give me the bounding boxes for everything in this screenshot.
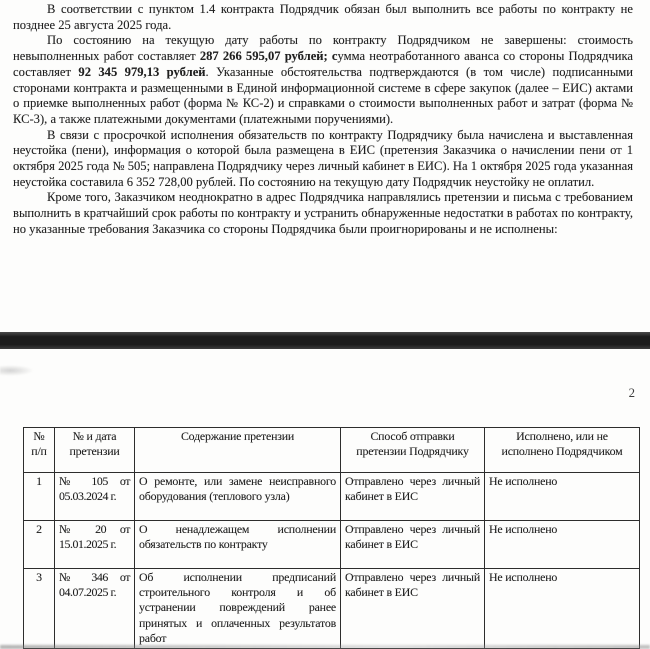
column-header: Исполнено, или не исполнено Подрядчиком <box>485 428 640 473</box>
table-row <box>24 569 640 649</box>
table-cell: Об исполнении предписаний строительного контроля и об устранении повреждений ранее принятых и оплаченных результатов работ <box>135 569 341 649</box>
table-cell: 1 <box>24 473 55 521</box>
claims-table-body <box>24 473 640 649</box>
table-row <box>24 473 640 521</box>
table-cell: 3 <box>24 569 55 649</box>
table-cell: 2 <box>24 521 55 569</box>
paragraph <box>13 2 633 33</box>
table-cell: Отправлено через личный кабинет в ЕИС <box>341 569 485 649</box>
text-run: Кроме того, Заказчиком неоднократно в адрес Подрядчика направлялись претензии и письма с требованием выполнить в кратчайший срок работы по контракту и устранить обнаруженные недостатки в работах по контракту, но указанные требования Заказчика со стороны Подрядчика были проигнорированы и не исполнены: <box>13 190 633 236</box>
scan-smudge-artifact <box>0 365 34 376</box>
text-run: По состоянию на текущую дату работы по контракту Подрядчиком не завершены: стоимость невыполненных работ составляет <box>13 33 633 64</box>
bold-text-run: 92 345 979,13 рублей <box>78 64 206 79</box>
bold-text-run: 287 266 595,07 рублей; с <box>199 49 338 64</box>
table-cell: Отправлено через личный кабинет в ЕИС <box>341 473 485 521</box>
table-cell: О ненадлежащем исполнении обязательств по контракту <box>135 521 341 569</box>
column-header: Содержание претензии <box>135 428 341 473</box>
claims-table <box>23 427 640 649</box>
document-body-text <box>13 2 633 238</box>
redaction-band <box>0 332 650 349</box>
table-row <box>24 521 640 569</box>
column-header: № п/п <box>24 428 55 473</box>
table-cell: № 346 от 04.07.2025 г. <box>55 569 135 649</box>
table-cell: Не исполнено <box>485 473 640 521</box>
table-cell: Не исполнено <box>485 521 640 569</box>
paragraph <box>13 33 633 127</box>
table-cell: № 20 от 15.01.2025 г. <box>55 521 135 569</box>
paragraph <box>13 128 633 191</box>
paragraph <box>13 190 633 237</box>
text-run: В соответствии с пунктом 1.4 контракта Подрядчик обязан был выполнить все работы по контракту не позднее 25 августа 2025 года. <box>13 2 633 32</box>
table-cell: О ремонте, или замене неисправного оборудования (теплового узла) <box>135 473 341 521</box>
claims-table-header <box>24 428 640 473</box>
header-row <box>24 428 640 473</box>
table-cell: Отправлено через личный кабинет в ЕИС <box>341 521 485 569</box>
column-header: Способ отправки претензии Подрядчику <box>341 428 485 473</box>
scan-bottom-edge-artifact <box>0 645 650 649</box>
page-number: 2 <box>628 386 635 400</box>
table-cell: Не исполнено <box>485 569 640 649</box>
text-run: . Указанные обстоятельства подтверждаются (в том числе) подписанными сторонами контракта и размещенными в Единой информационной системе в сфере закупок (далее – ЕИС) актами о приемке выполненных работ (форма № КС-2) и справками о стоимости выполненных работ и затрат (форма № КС-3), а также платежными документами (платежными поручениями). <box>13 64 634 126</box>
table-cell: № 105 от 05.03.2024 г. <box>55 473 135 521</box>
column-header: № и дата претензии <box>55 428 135 473</box>
text-run: умма неотработанного аванса со стороны Подрядчика составляет <box>13 49 633 79</box>
text-run: В связи с просрочкой исполнения обязательств по контракту Подрядчику была начислена и выставленная неустойка (пени), информация о которой была размещена в ЕИС (претензия Заказчика о начислении пени от 1 октября 2025 года № 505; направлена Подрядчику через личный кабинет в ЕИС). На 1 октября 2025 года указанная неустойка составила 6 352 728,00 рублей. По состоянию на текущую дату Подрядчик неустойку не оплатил. <box>13 127 633 189</box>
